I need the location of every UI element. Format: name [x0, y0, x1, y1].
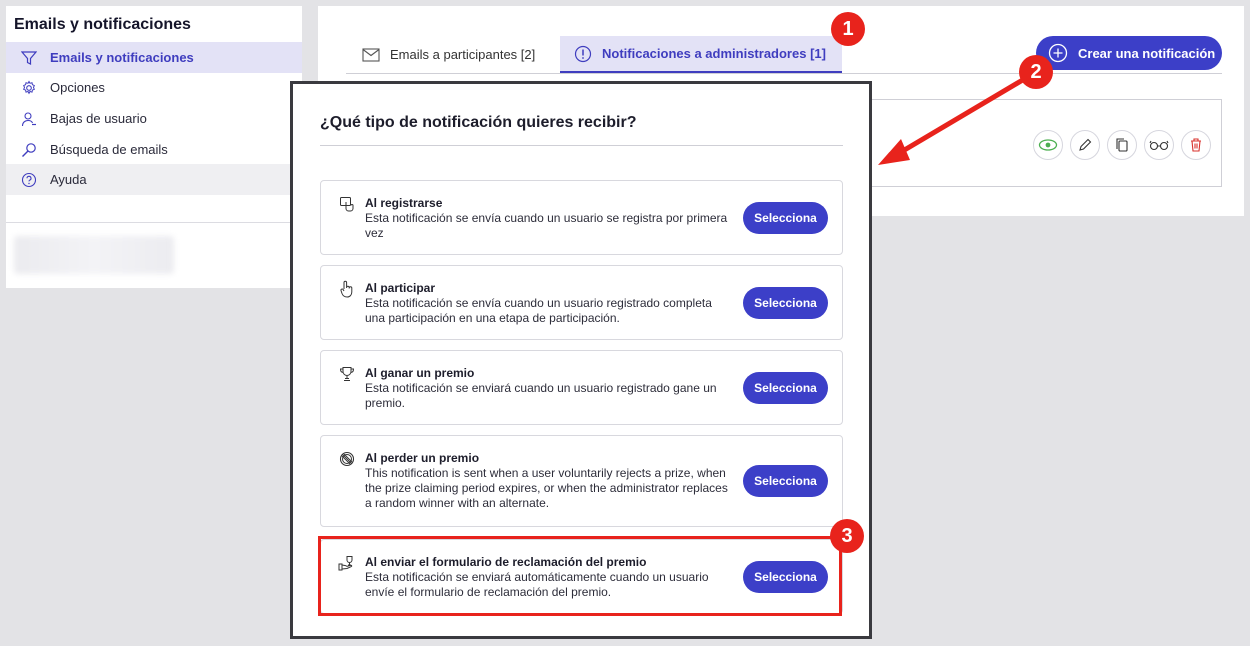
- option-title: Al participar: [365, 281, 436, 295]
- tab-label: Emails a participantes [2]: [390, 47, 536, 62]
- tab-label: Notificaciones a administradores [1]: [602, 46, 826, 61]
- option-description: Esta notificación se envía cuando un usuario registrado completa una participación en una etapa de participación.: [365, 296, 712, 325]
- sidebar-item-label: Bajas de usuario: [50, 111, 147, 126]
- annotation-badge-2: 2: [1019, 55, 1053, 89]
- annotation-badge-1: 1: [831, 12, 865, 46]
- option-title: Al enviar el formulario de reclamación del premio: [365, 555, 647, 569]
- modal-title: ¿Qué tipo de notificación quieres recibir?: [320, 114, 637, 131]
- option-title: Al registrarse: [365, 196, 443, 210]
- sidebar-item-label: Opciones: [50, 80, 105, 95]
- option-description: Esta notificación se envía cuando un usuario se registra por primera vez: [365, 211, 728, 240]
- option-description: Esta notificación se enviará automáticamente cuando un usuario envíe el formulario de reclamación del premio.: [365, 570, 709, 599]
- sidebar-item-label: Ayuda: [50, 172, 87, 187]
- sidebar-item-label: Emails y notificaciones: [50, 50, 194, 65]
- option-title: Al perder un premio: [365, 451, 480, 465]
- annotation-badge-3: 3: [830, 519, 864, 553]
- sidebar-title: Emails y notificaciones: [14, 16, 191, 33]
- option-description: This notification is sent when a user voluntarily rejects a prize, when the prize claiming period expires, or when the administrator replaces a random winner with an alternate.: [365, 466, 728, 510]
- option-title: Al ganar un premio: [365, 366, 475, 380]
- select-button[interactable]: Selecciona: [743, 561, 828, 593]
- select-button[interactable]: Selecciona: [743, 287, 828, 319]
- select-button[interactable]: Selecciona: [743, 202, 828, 234]
- create-notification-label: Crear una notificación: [1078, 45, 1216, 61]
- select-button[interactable]: Selecciona: [743, 372, 828, 404]
- option-description: Esta notificación se enviará cuando un usuario registrado gane un premio.: [365, 381, 717, 410]
- sidebar-item-label: Búsqueda de emails: [50, 142, 168, 157]
- select-button[interactable]: Selecciona: [743, 465, 828, 497]
